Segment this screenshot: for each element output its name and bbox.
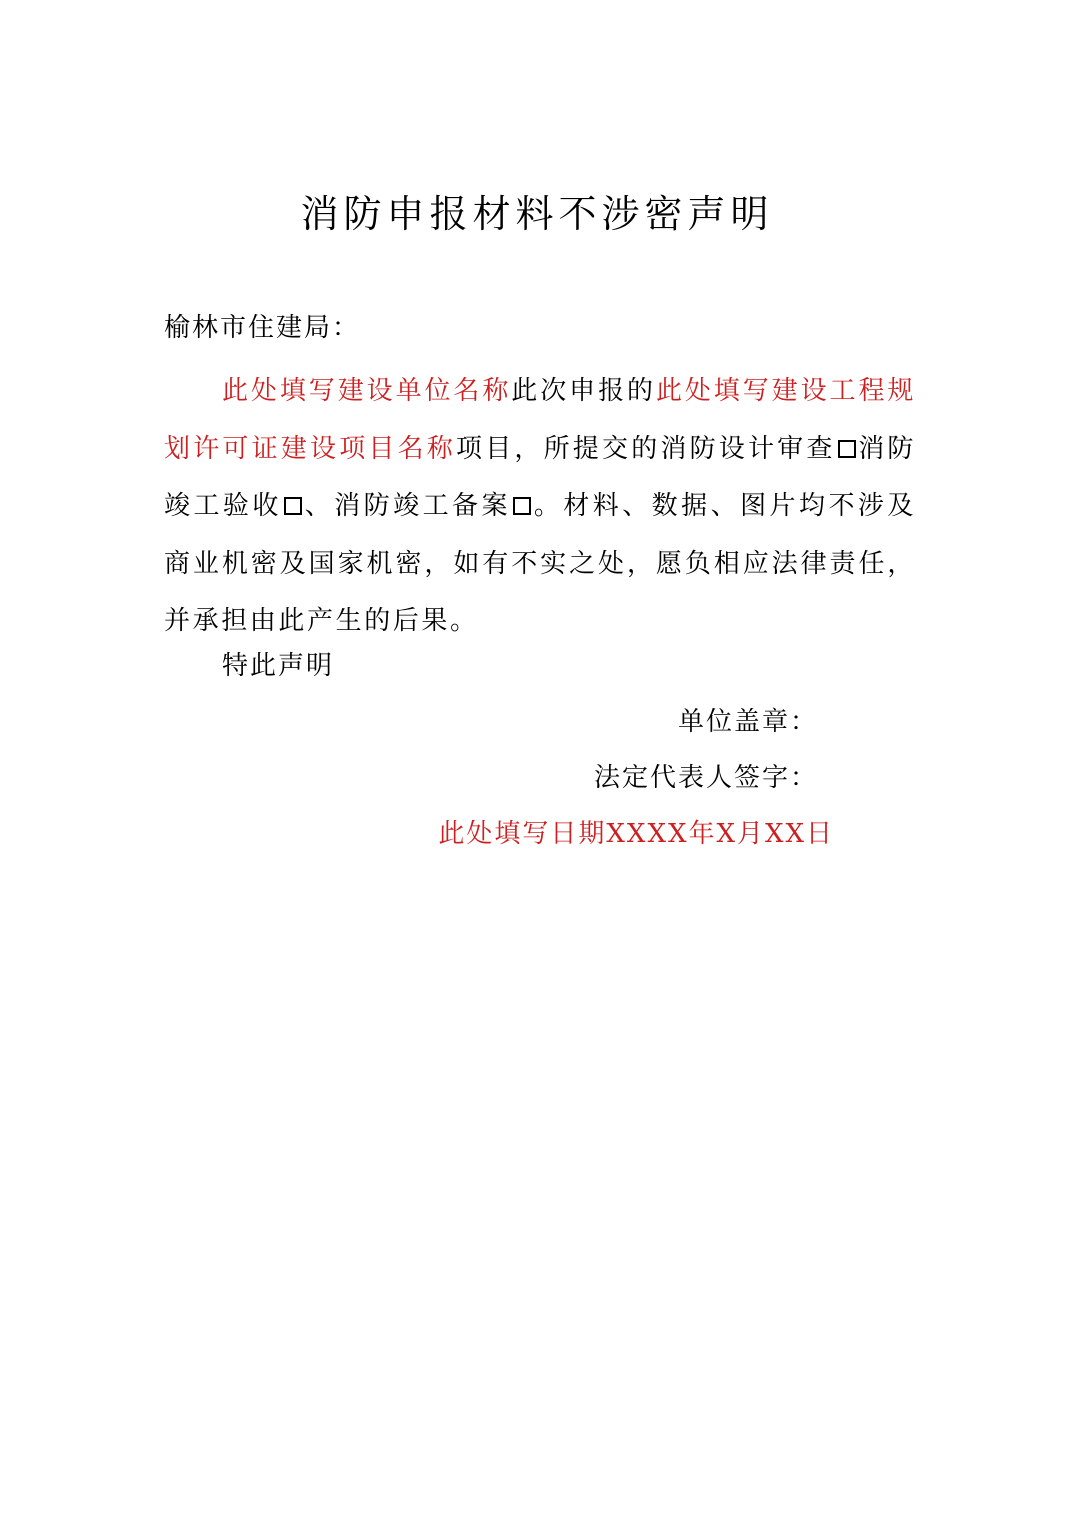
document-title: 消防申报材料不涉密声明	[300, 192, 774, 236]
paragraph-text-4: 、消防竣工备案	[303, 491, 511, 521]
project-name-placeholder[interactable]: 此处填写建设工程规划许可证建设项目名称	[164, 376, 916, 464]
representative-signature-label: 法定代表人签字：	[593, 763, 818, 793]
unit-name-placeholder[interactable]: 此处填写建设单位名称	[222, 376, 512, 406]
paragraph-text-2: 项目，所提交的消防设计审查	[456, 433, 836, 464]
paragraph-text-1: 此次申报的	[511, 376, 656, 406]
completion-filing-checkbox[interactable]	[513, 497, 531, 515]
declaration-paragraph	[164, 363, 916, 651]
completion-acceptance-checkbox[interactable]	[284, 497, 302, 515]
seal-label: 单位盖章：	[677, 707, 818, 737]
date-placeholder[interactable]: 此处填写日期XXXX年X月XX日	[438, 819, 834, 849]
paragraph-text-5: 。材料、数据、图片均不涉及商业机密及国家机密，如有不实之处，愿负相应法律责任，并承担由此产生的后果。	[164, 491, 916, 636]
design-review-checkbox[interactable]	[838, 440, 856, 458]
addressee: 榆林市住建局：	[164, 313, 361, 343]
paragraph-text-3: 消防竣工验收	[164, 433, 916, 521]
closing-statement: 特此声明	[222, 651, 335, 681]
